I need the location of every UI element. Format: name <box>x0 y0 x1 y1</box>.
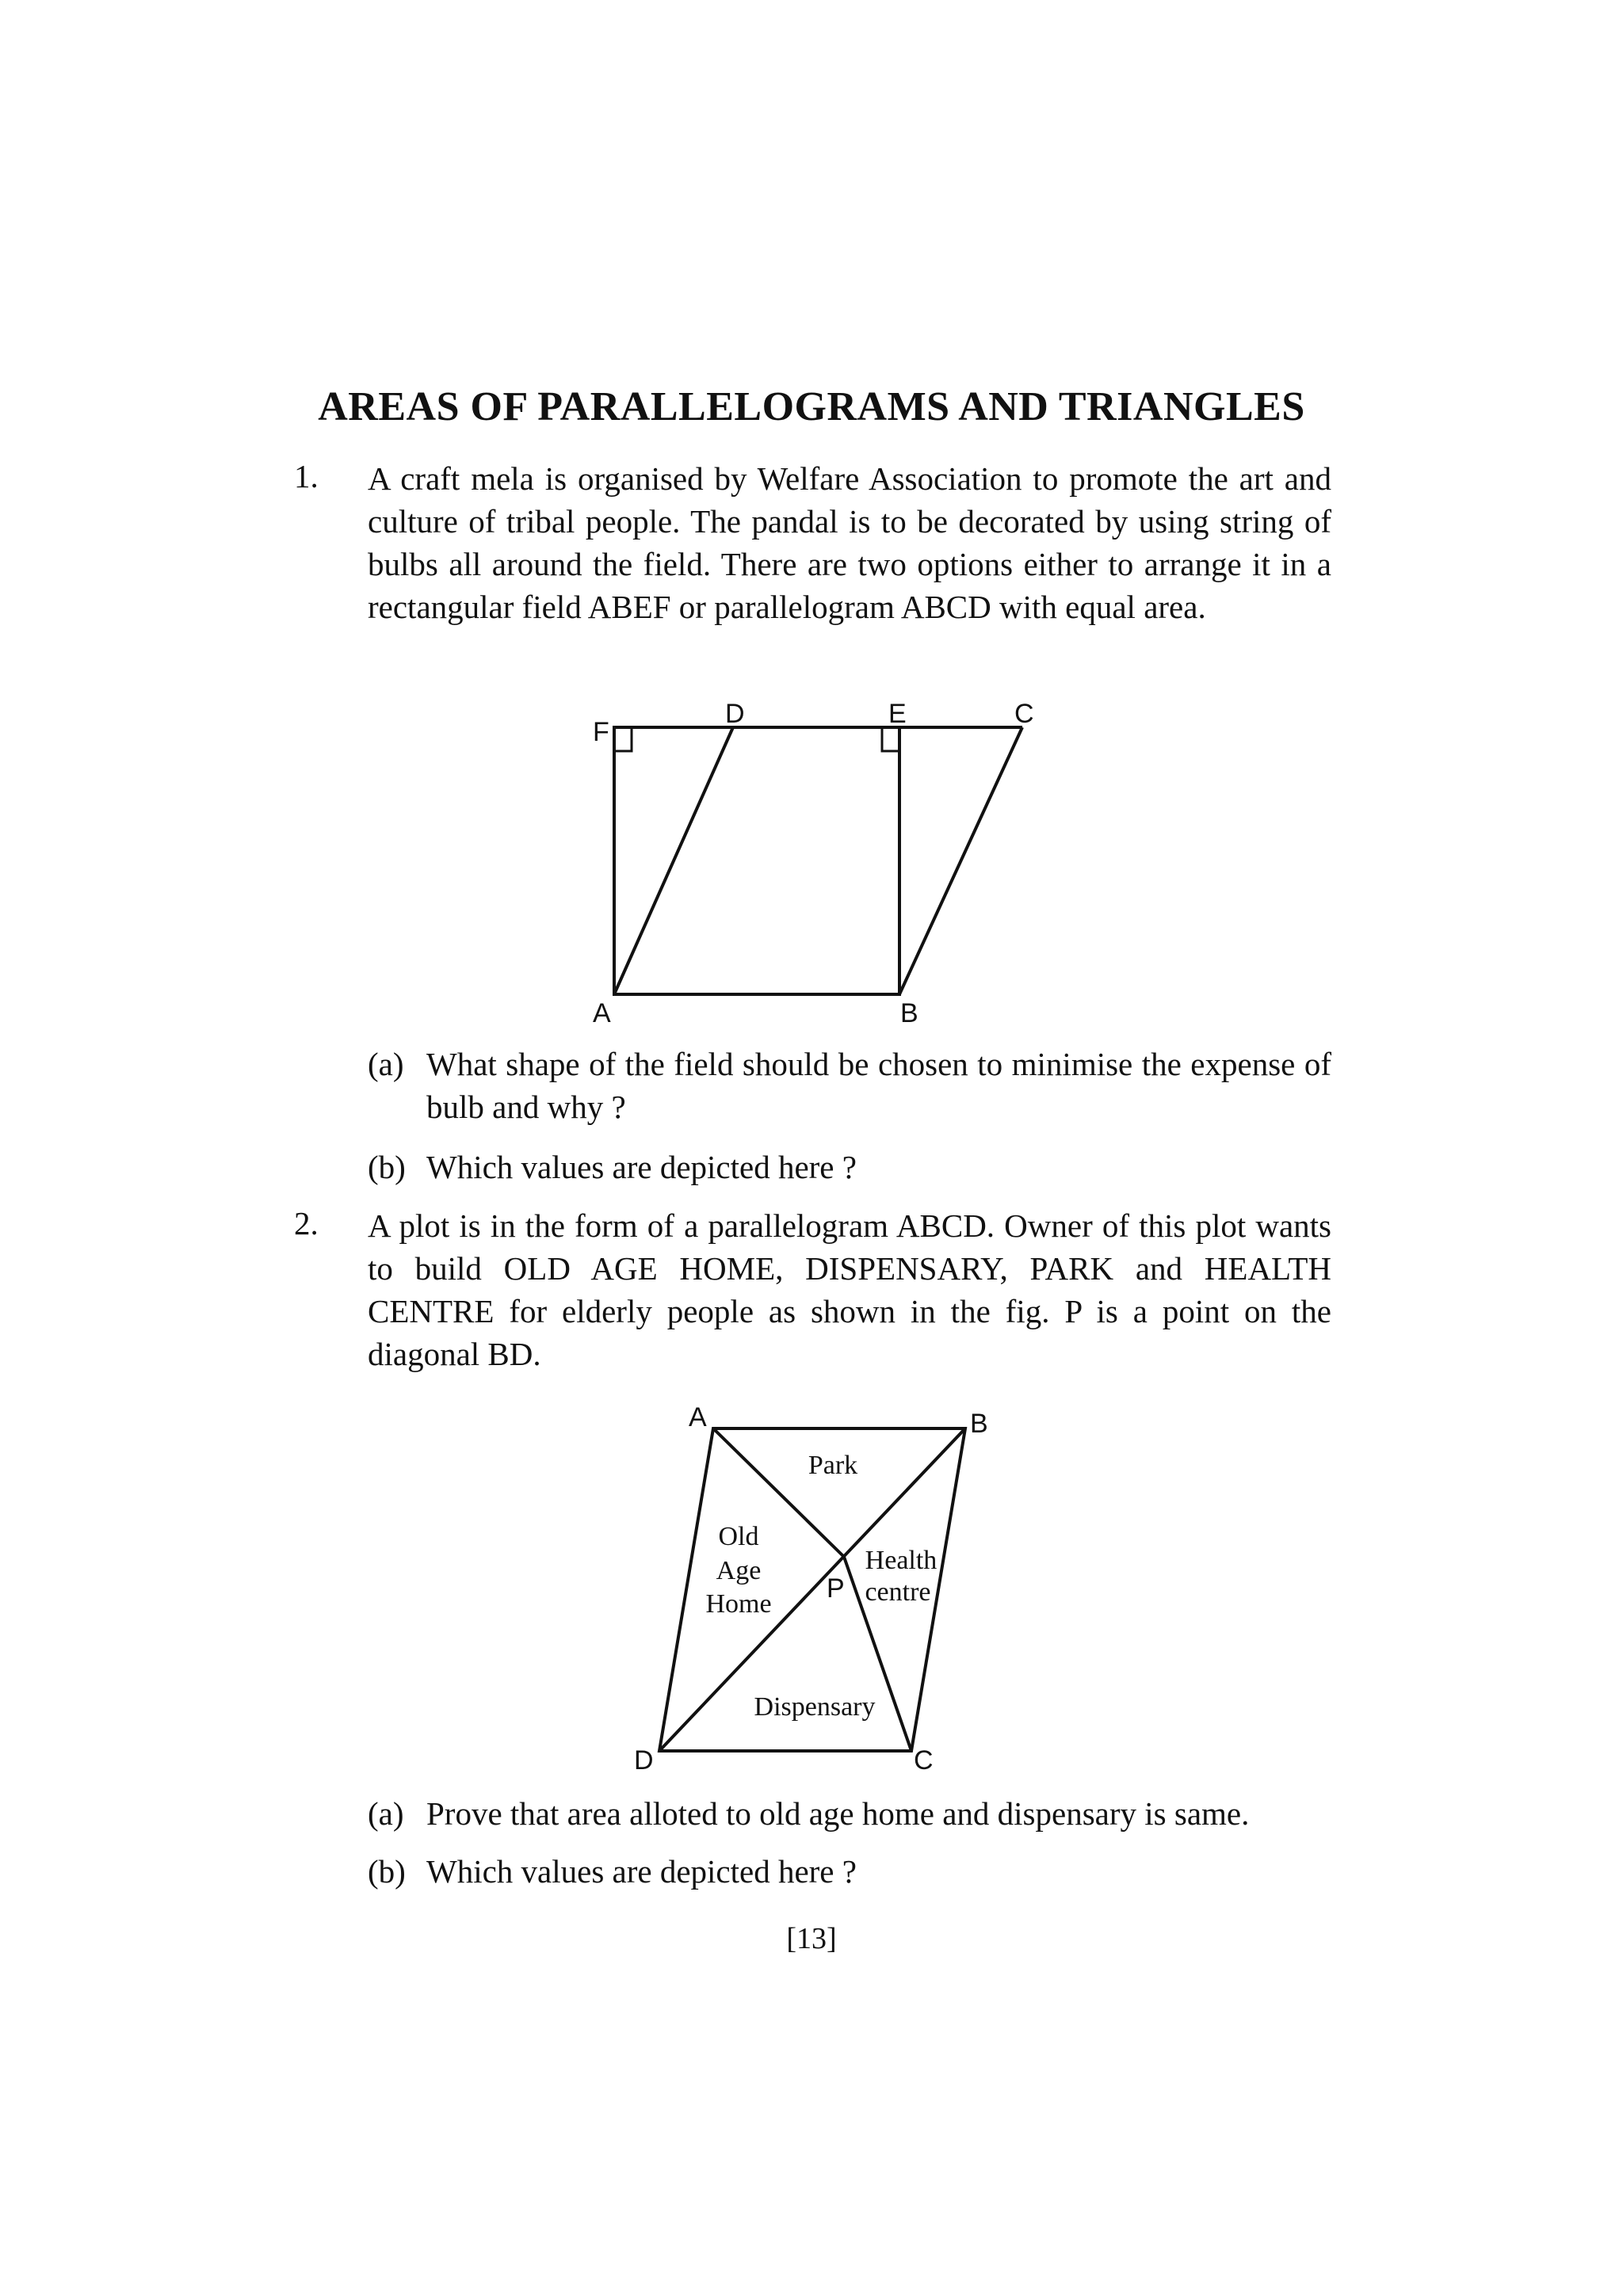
label-a: A <box>689 1402 707 1432</box>
part-label: (a) <box>368 1795 404 1832</box>
question-1-text: A craft mela is organised by Welfare Association to promote the art and culture of tribal people. The pandal is to be decorated by using string of bulbs all around the field. There are two options either to arrange it in a rectangular field ABEF or parallelogram ABCD with equal area. <box>368 460 1331 625</box>
label-p: P <box>827 1573 845 1604</box>
label-c: C <box>1014 699 1034 729</box>
page-number: [13] <box>786 1922 837 1955</box>
label-centre: centre <box>865 1577 931 1607</box>
part-label: (b) <box>368 1853 406 1890</box>
question-2-number: 2. <box>294 1205 319 1241</box>
label-a: A <box>593 998 611 1028</box>
part-label: (b) <box>368 1149 406 1185</box>
label-c: C <box>914 1745 934 1775</box>
label-old: Old <box>718 1522 759 1551</box>
label-park: Park <box>808 1451 858 1480</box>
label-f: F <box>593 717 609 747</box>
label-age: Age <box>716 1556 762 1585</box>
question-2-part-a <box>368 1792 1331 1835</box>
part-text: Which values are depicted here ? <box>426 1853 857 1890</box>
part-label: (a) <box>368 1046 404 1082</box>
label-d: D <box>725 699 745 729</box>
label-b: B <box>970 1409 988 1439</box>
question-1-number: 1. <box>294 458 319 494</box>
label-e: E <box>888 699 907 729</box>
question-2-part-b <box>368 1850 1331 1893</box>
label-d: D <box>634 1745 654 1775</box>
part-text: What shape of the field should be chosen to minimise the expense of bulb and why ? <box>426 1046 1331 1125</box>
page-title: AREAS OF PARALLELOGRAMS AND TRIANGLES <box>318 384 1305 429</box>
label-health: Health <box>865 1546 938 1575</box>
label-dispensary: Dispensary <box>754 1692 876 1722</box>
label-home: Home <box>705 1589 772 1619</box>
question-2-text: A plot is in the form of a parallelogram ABCD. Owner of this plot wants to build OLD AGE HOME, DISPENSARY, PARK and HEALTH CENTRE for elderly people as shown in the fig. P is a point on the diagonal BD. <box>368 1207 1331 1372</box>
label-b: B <box>900 998 918 1028</box>
part-text: Which values are depicted here ? <box>426 1149 857 1185</box>
part-text: Prove that area alloted to old age home and dispensary is same. <box>426 1795 1250 1832</box>
